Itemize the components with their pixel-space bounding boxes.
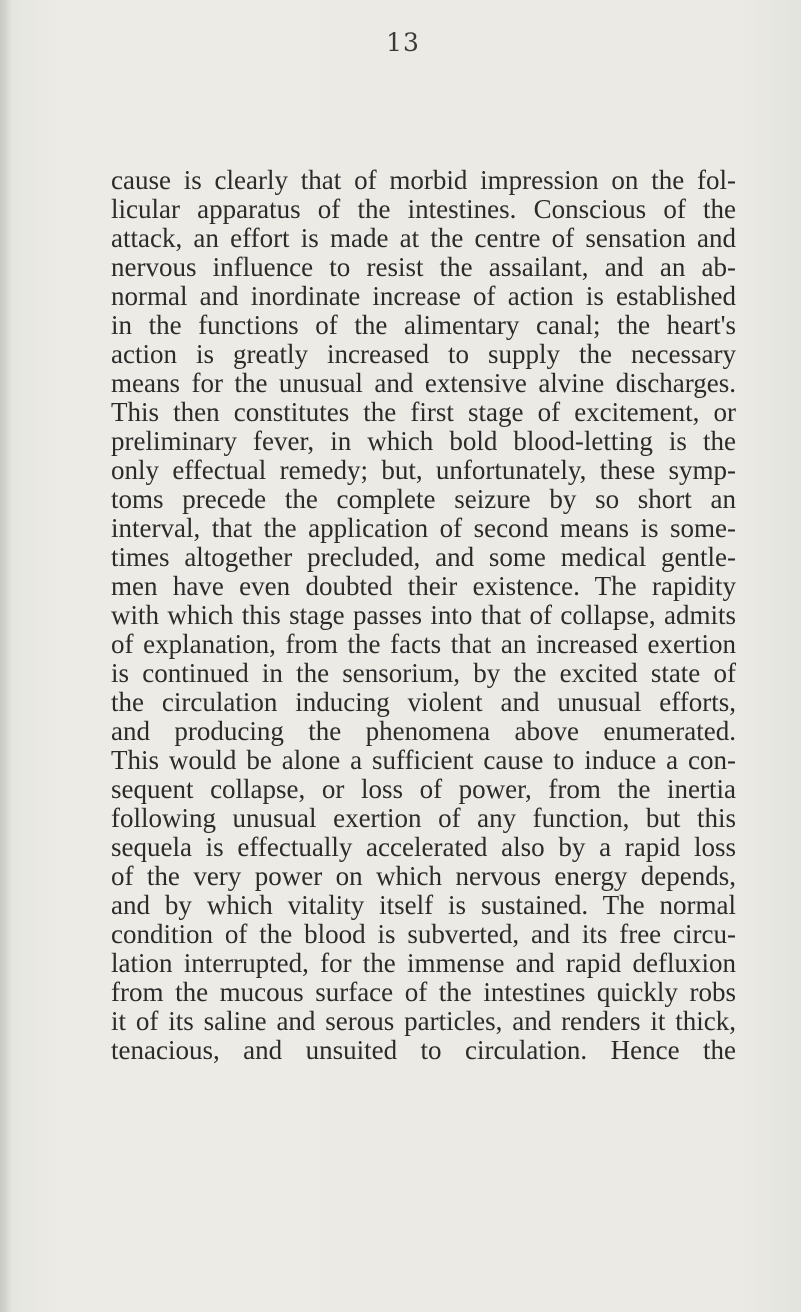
text-line: interval, that the application of second means is some- (111, 513, 736, 543)
gutter-shadow (0, 0, 10, 1312)
text-line: normal and inordinate increase of action is established (111, 281, 736, 311)
text-line: means for the unusual and extensive alvine discharges. (111, 368, 736, 398)
text-line: condition of the blood is subverted, and its free circu- (111, 919, 736, 949)
text-line: of explanation, from the facts that an increased exertion (111, 629, 736, 659)
text-line: it of its saline and serous particles, and renders it thick, (111, 1006, 736, 1036)
text-line: tenacious, and unsuited to circulation. Hence the (111, 1035, 736, 1065)
text-line: only effectual remedy; but, unfortunately, these symp- (111, 455, 736, 485)
text-line: nervous influence to resist the assailant, and an ab- (111, 252, 736, 282)
text-line: times altogether precluded, and some medical gentle- (111, 542, 736, 572)
text-line: attack, an effort is made at the centre of sensation and (111, 223, 736, 253)
text-line: men have even doubted their existence. The rapidity (111, 571, 736, 601)
text-line: in the functions of the alimentary canal; the heart's (111, 310, 736, 340)
text-line: action is greatly increased to supply the necessary (111, 339, 736, 369)
text-line: with which this stage passes into that of collapse, admits (111, 600, 736, 630)
text-line: the circulation inducing violent and unusual efforts, (111, 687, 736, 717)
text-line: cause is clearly that of morbid impression on the fol- (111, 165, 736, 195)
text-line: following unusual exertion of any function, but this (111, 803, 736, 833)
page-number: 13 (386, 28, 420, 57)
text-line: This would be alone a sufficient cause to induce a con- (111, 745, 736, 775)
text-line: This then constitutes the first stage of excitement, or (111, 397, 736, 427)
text-line: preliminary fever, in which bold blood-letting is the (111, 426, 736, 456)
text-line: from the mucous surface of the intestines quickly robs (111, 977, 736, 1007)
text-line: lation interrupted, for the immense and rapid defluxion (111, 948, 736, 978)
text-line: and by which vitality itself is sustained. The normal (111, 890, 736, 920)
text-line: licular apparatus of the intestines. Conscious of the (111, 194, 736, 224)
text-line: and producing the phenomena above enumerated. (111, 716, 736, 746)
body-paragraph (111, 166, 736, 1065)
text-line: is continued in the sensorium, by the excited state of (111, 658, 736, 688)
text-line: toms precede the complete seizure by so short an (111, 484, 736, 514)
text-line: sequela is effectually accelerated also by a rapid loss (111, 832, 736, 862)
text-line: sequent collapse, or loss of power, from the inertia (111, 774, 736, 804)
text-line: of the very power on which nervous energy depends, (111, 861, 736, 891)
